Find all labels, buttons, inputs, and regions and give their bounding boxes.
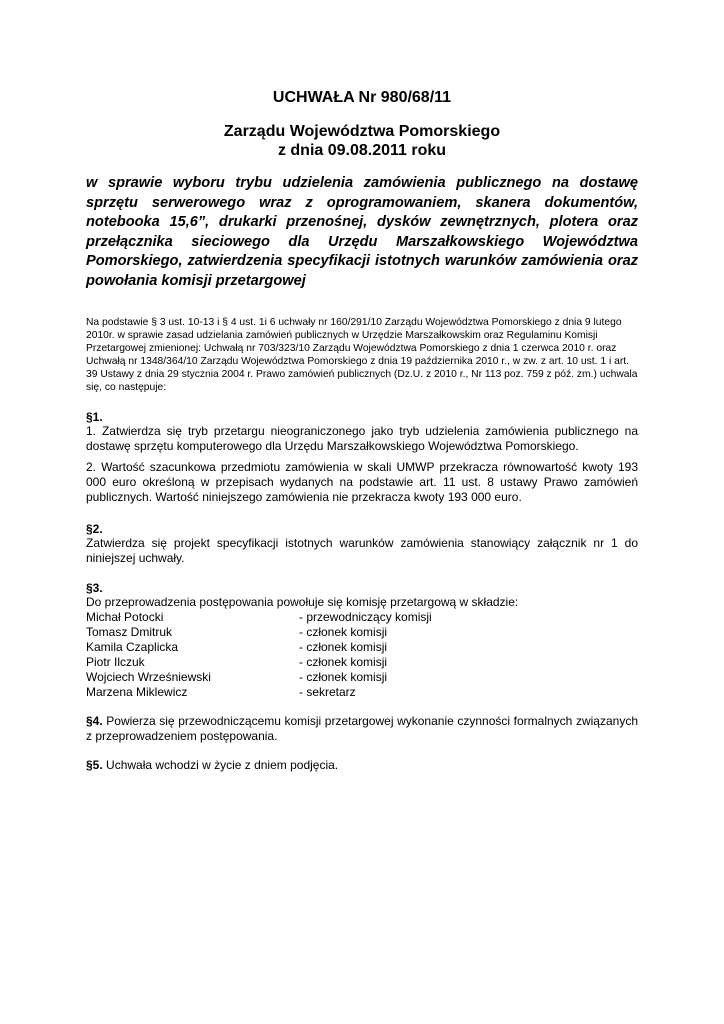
list-item xyxy=(86,625,638,640)
section-3-intro: Do przeprowadzenia postępowania powołuje się komisję przetargową w składzie: xyxy=(86,594,519,609)
resolution-title: UCHWAŁA Nr 980/68/11 xyxy=(272,89,452,106)
section-3-title: §3. xyxy=(86,580,103,595)
resolution-subject: w sprawie wyboru trybu udzielenia zamówienia publicznego na dostawę sprzętu serwerowego wraz z oprogramowaniem, skanera dokumentów, notebooka 15,6”, drukarki przenośnej, dysków zewnętrznych, plotera oraz przełącznika sieciowego dla Urzędu Marszałkowskiego Województwa Pomorskiego, zatwierdzenia specyfikacji istotnych warunków zamówienia oraz powołania komisji przetargowej xyxy=(86,175,638,289)
member-role: - sekretarz xyxy=(299,684,356,699)
member-name: Tomasz Dmitruk xyxy=(86,624,173,639)
member-name: Piotr Ilczuk xyxy=(86,654,145,669)
member-role: - członek komisji xyxy=(299,624,388,639)
member-name: Kamila Czaplicka xyxy=(86,639,179,654)
section-4-text: Powierza się przewodniczącemu komisji przetargowej wykonanie czynności formalnych związanych z przeprowadzeniem postępowania. xyxy=(86,713,638,743)
section-5-title: §5. xyxy=(86,757,103,772)
section-1 xyxy=(86,410,638,505)
list-item xyxy=(86,655,638,670)
section-2-text: Zatwierdza się projekt specyfikacji istotnych warunków zamówienia stanowiący załącznik nr 1 do niniejszej uchwały. xyxy=(86,535,638,565)
section-4 xyxy=(86,714,638,744)
list-item xyxy=(86,670,638,685)
section-4-title: §4. xyxy=(86,713,103,728)
document-page xyxy=(86,86,638,773)
section-2-title: §2. xyxy=(86,521,103,536)
member-role: - członek komisji xyxy=(299,669,388,684)
member-role: - członek komisji xyxy=(299,654,388,669)
resolution-date: z dnia 09.08.2011 roku xyxy=(277,142,447,159)
member-name: Michał Potocki xyxy=(86,609,164,624)
member-role: - przewodniczący komisji xyxy=(299,609,432,624)
list-item xyxy=(86,610,638,625)
section-3 xyxy=(86,581,638,700)
list-item xyxy=(86,640,638,655)
member-name: Marzena Miklewicz xyxy=(86,684,188,699)
section-1-paragraph-1: 1. Zatwierdza się tryb przetargu nieograniczonego jako tryb udzielenia zamówienia publicznego na dostawę sprzętu komputerowego dla Urzędu Marszałkowskiego Województwa Pomorskiego. xyxy=(86,423,638,453)
member-role: - członek komisji xyxy=(299,639,388,654)
committee-members-list xyxy=(86,610,638,700)
section-5 xyxy=(86,758,638,773)
section-1-paragraph-2: 2. Wartość szacunkowa przedmiotu zamówienia w skali UMWP przekracza równowartość kwoty 193 000 euro określoną w przepisach wydanych na podstawie art. 11 ust. 8 ustawy Prawo zamówień publicznych. Wartość niniejszego zamówienia nie przekracza kwoty 193 000 euro. xyxy=(86,459,638,504)
section-1-title: §1. xyxy=(86,409,103,424)
legal-basis: Na podstawie § 3 ust. 10-13 i § 4 ust. 1i 6 uchwały nr 160/291/10 Zarządu Województwa Pomorskiego z dnia 9 lutego 2010r. w sprawie zasad udzielania zamówień publicznych w Urzędzie Marszałkowskim oraz Regulaminu Komisji Przetargowej zmienionej: Uchwałą nr 703/323/10 Zarządu Województwa Pomorskiego z dnia 1 czerwca 2010 r. oraz Uchwałą nr 1348/364/10 Zarządu Województwa Pomorskiego z dnia 19 października 2010 r., w zw. z art. 10 ust. 1 i art. 39 Ustawy z dnia 29 stycznia 2004 r. Prawo zamówień publicznych (Dz.U. z 2010 r., Nr 113 poz. 759 z póź. zm.) uchwala się, co następuje: xyxy=(86,316,638,393)
section-2 xyxy=(86,522,638,566)
section-5-text: Uchwała wchodzi w życie z dniem podjęcia. xyxy=(106,757,339,772)
list-item xyxy=(86,685,638,700)
issuing-board: Zarządu Województwa Pomorskiego xyxy=(223,123,501,140)
member-name: Wojciech Wrześniewski xyxy=(86,669,211,684)
